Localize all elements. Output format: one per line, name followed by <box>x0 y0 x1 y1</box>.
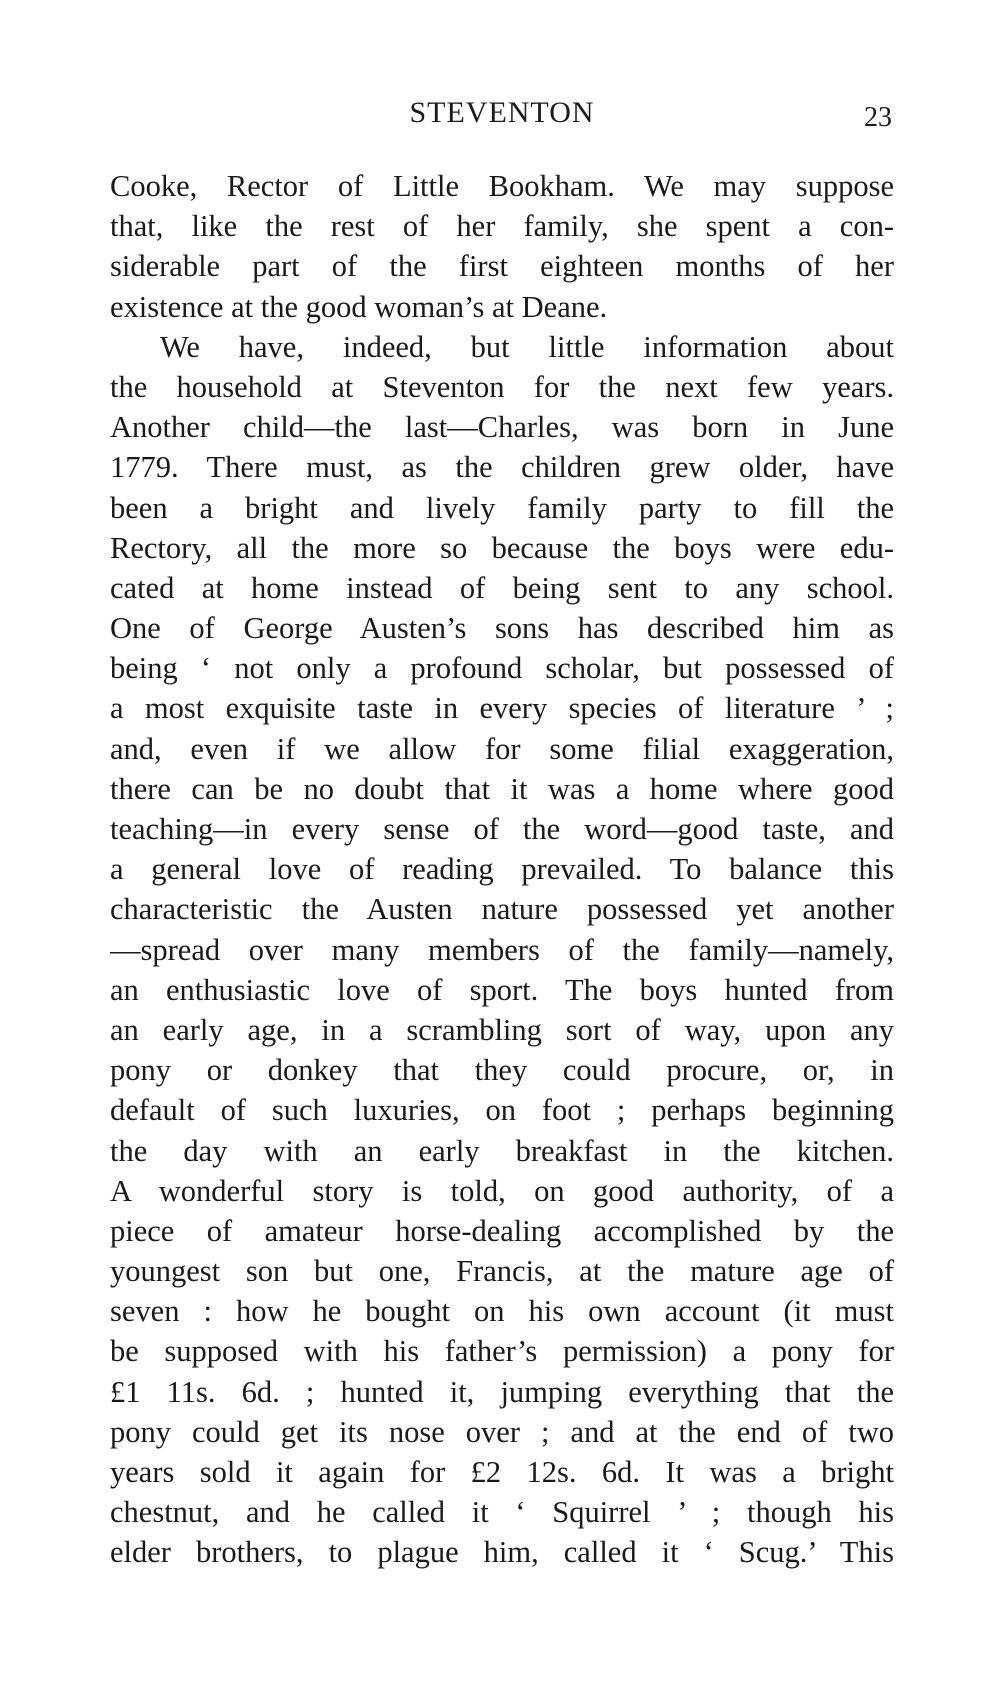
paragraph <box>110 327 894 1573</box>
running-title: STEVENTON <box>409 96 595 129</box>
text-line: pony could get its nose over ; and at the end of two <box>110 1414 894 1449</box>
text-line: Cooke, Rector of Little Bookham. We may suppose <box>110 169 894 203</box>
text-line: pony or donkey that they could procure, or, in <box>110 1053 894 1088</box>
text-line: be supposed with his father’s permission) a pony for <box>110 1334 894 1369</box>
text-line: piece of amateur horse-dealing accomplished by the <box>110 1213 894 1248</box>
text-line: a general love of reading prevailed. To balance this <box>110 852 894 887</box>
page-number: 23 <box>864 102 892 133</box>
text-line: —spread over many members of the family—namely, <box>110 932 894 967</box>
text-line: an enthusiastic love of sport. The boys hunted from <box>110 972 894 1007</box>
text-line: the day with an early breakfast in the kitchen. <box>110 1133 894 1168</box>
text-line: existence at the good woman’s at Deane. <box>110 289 608 324</box>
text-line: a most exquisite taste in every species of literature ’ ; <box>110 691 894 726</box>
body-text <box>110 166 894 1573</box>
text-line: Rectory, all the more so because the boys were edu- <box>110 530 894 565</box>
text-line: Another child—the last—Charles, was born in June <box>110 410 894 445</box>
text-line: default of such luxuries, on foot ; perhaps beginning <box>110 1093 894 1128</box>
text-line: elder brothers, to plague him, called it ‘ Scug.’ This <box>110 1535 894 1570</box>
text-line: One of George Austen’s sons has described him as <box>110 611 894 646</box>
text-line: that, like the rest of her family, she spent a con- <box>110 209 894 244</box>
text-line: £1 11s. 6d. ; hunted it, jumping everything that the <box>110 1374 894 1409</box>
text-line: We have, indeed, but little information about <box>160 329 894 364</box>
text-line: teaching—in every sense of the word—good taste, and <box>110 812 894 846</box>
text-line: an early age, in a scrambling sort of way, upon any <box>110 1012 894 1047</box>
text-line: and, even if we allow for some filial exaggeration, <box>110 731 894 766</box>
text-line: 1779. There must, as the children grew older, have <box>110 450 894 485</box>
text-line: being ‘ not only a profound scholar, but possessed of <box>110 651 894 686</box>
text-line: the household at Steventon for the next few years. <box>110 369 894 404</box>
text-line: cated at home instead of being sent to any school. <box>110 570 894 605</box>
text-line: chestnut, and he called it ‘ Squirrel ’ ; though his <box>110 1495 894 1530</box>
paragraph <box>110 166 894 327</box>
text-line: A wonderful story is told, on good authority, of a <box>110 1173 894 1208</box>
text-line: seven : how he bought on his own account (it must <box>110 1294 894 1329</box>
text-line: youngest son but one, Francis, at the mature age of <box>110 1254 894 1289</box>
text-line: there can be no doubt that it was a home where good <box>110 771 894 806</box>
running-head <box>108 96 896 136</box>
text-line: characteristic the Austen nature possessed yet another <box>110 892 894 927</box>
text-line: siderable part of the first eighteen months of her <box>110 249 894 284</box>
text-line: years sold it again for £2 12s. 6d. It was a bright <box>110 1455 894 1489</box>
text-line: been a bright and lively family party to fill the <box>110 490 894 525</box>
